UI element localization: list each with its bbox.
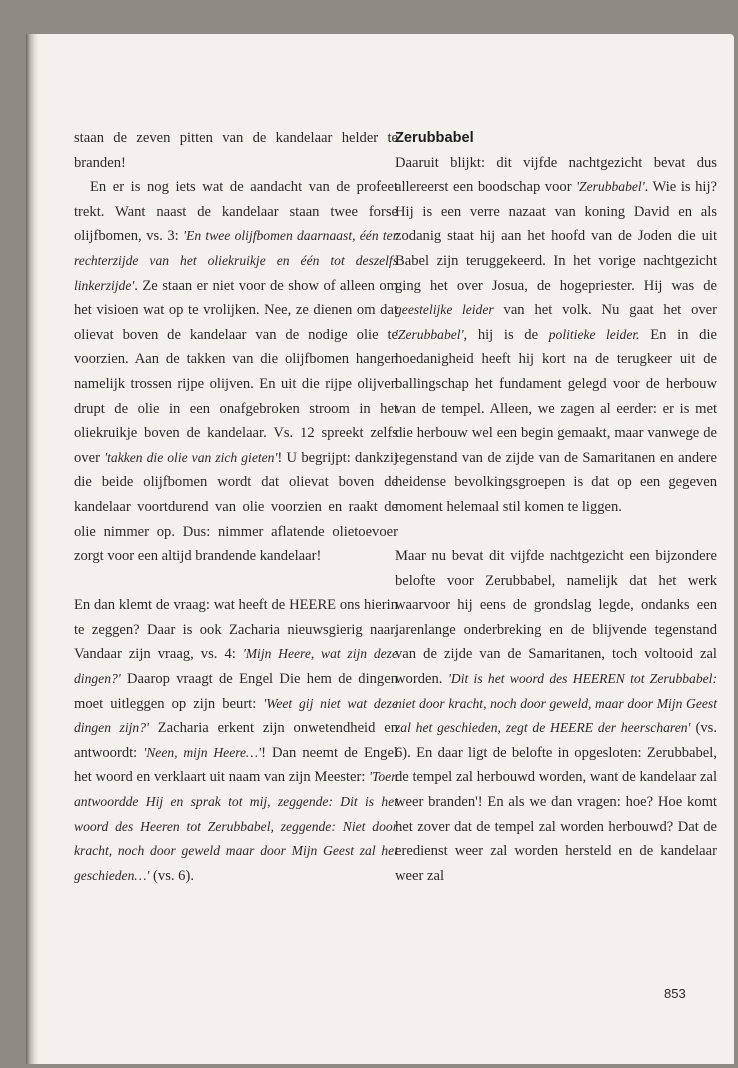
scripture-quote: 'Zerubbabel' bbox=[395, 326, 464, 342]
scripture-quote: 'En twee olijfbomen daarnaast, één ter rechterzijde van het oliekruikje en één tot deszelfs linkerzijde' bbox=[74, 228, 398, 293]
emphasis: geestelijke leider bbox=[395, 302, 494, 318]
scripture-quote: 'Weet gij niet wat deze dingen zijn?' bbox=[74, 695, 398, 736]
paragraph: Daaruit blijkt: dit vijfde nachtgezicht bevat dus allereerst een boodschap voor 'Zerubbabel'. Wie is hij? Hij is een verre nazaat van koning David en als zodanig staat hij aan het hoofd van de Joden die uit Babel zijn teruggekeerd. In het vorige nachtgezicht ging het over Josua, de hogepriester. Hij was de geestelijke leider van het volk. Nu gaat het over 'Zerubbabel', hij is de politieke leider. En in die hoedanigheid heeft hij kort na de terugkeer uit de ballingschap het fundament gelegd voor de herbouw van de tempel. Alleen, we zagen al eerder: er is met die herbouw wel een begin gemaakt, maar vanwege de tegenstand van de zijde van de Samaritanen en andere heidense bevolkingsgroepen is dat op een gegeven moment helemaal stil komen te liggen. bbox=[395, 154, 718, 515]
left-column bbox=[74, 126, 398, 888]
scripture-quote: 'Dit is het woord des HEEREN tot Zerubbabel: niet door kracht, noch door geweld, maar door Mijn Geest zal het geschieden, zegt de HEERE der heerscharen' bbox=[395, 671, 717, 736]
right-column bbox=[395, 126, 717, 888]
emphasis: politieke leider. bbox=[548, 326, 640, 342]
scripture-quote: 'Zerubbabel' bbox=[576, 179, 645, 195]
section-heading: Zerubbabel bbox=[395, 130, 474, 146]
page-gutter bbox=[26, 34, 39, 1064]
paragraph: En dan klemt de vraag: wat heeft de HEERE ons hierin te zeggen? Daar is ook Zacharia nieuwsgierig naar. Vandaar zijn vraag, vs. 4: 'Mijn Heere, wat zijn deze dingen?' Daarop vraagt de Engel Die hem de dingen moet uitleggen op zijn beurt: 'Weet gij niet wat deze dingen zijn?' Zacharia erkent zijn onwetendheid en antwoordt: 'Neen, mijn Heere…'! Dan neemt de Engel het woord en verklaart uit naam van zijn Meester: 'Toen antwoordde Hij en sprak tot mij, zeggende: Dit is het woord des Heeren tot Zerubbabel, zeggende: Niet door kracht, noch door geweld maar door Mijn Geest zal het geschieden…' (vs. 6). bbox=[74, 597, 398, 884]
paragraph: En er is nog iets wat de aandacht van de profeet trekt. Want naast de kandelaar staan twee forse olijfbomen, vs. 3: 'En twee olijfbomen daarnaast, één ter rechterzijde van het oliekruikje en één tot deszelfs linkerzijde'. Ze staan er niet voor de show of alleen om het visioen wat op te vrolijken. Nee, ze dienen om dat olievat boven de kandelaar van de nodige olie te voorzien. Aan de takken van die olijfbomen hangen namelijk trossen rijpe olijven. En uit die rijpe olijven drupt de olie in een onafgebroken stroom in het oliekruikje boven de kandelaar. Vs. 12 spreekt zelfs over 'takken die olie van zich gieten'! U begrijpt: dankzij die beide olijfbomen wordt dat olievat boven de kandelaar voortdurend van olie voorzien en raakt de olie nimmer op. Dus: nimmer aflatende olietoevoer zorgt voor een altijd brandende kandelaar! bbox=[74, 179, 399, 565]
scripture-quote: 'Neen, mijn Heere…' bbox=[143, 744, 262, 760]
scripture-quote: 'takken die olie van zich gieten' bbox=[104, 449, 278, 465]
scripture-quote: 'Toen antwoordde Hij en sprak tot mij, zeggende: Dit is het woord des Heeren tot Zerubbabel, zeggende: Niet door kracht, noch door geweld maar door Mijn Geest zal het geschieden…' bbox=[74, 769, 398, 883]
scripture-quote: 'Mijn Heere, wat zijn deze dingen?' bbox=[74, 646, 398, 687]
book-page bbox=[26, 34, 734, 1064]
paragraph: Maar nu bevat dit vijfde nachtgezicht een bijzondere belofte voor Zerubbabel, namelijk dat het werk waarvoor hij eens de grondslag legde, ondanks een jarenlange onderbreking en de blijvende tegenstand van de zijde van de Samaritanen, toch voltooid zal worden. 'Dit is het woord des HEEREN tot Zerubbabel: niet door kracht, noch door geweld, maar door Mijn Geest zal het geschieden, zegt de HEERE der heerscharen' (vs. 6). En daar ligt de belofte in opgesloten: Zerubbabel, de tempel zal herbouwd worden, want de kandelaar zal weer branden'! En als we dan vragen: hoe? Hoe komt het zover dat de tempel zal worden herbouwd? Dat de eredienst weer zal worden hersteld en de kandelaar weer zal bbox=[395, 548, 717, 884]
paragraph: staan de zeven pitten van de kandelaar helder te branden! bbox=[74, 130, 398, 171]
page-number: 853 bbox=[664, 986, 686, 1001]
